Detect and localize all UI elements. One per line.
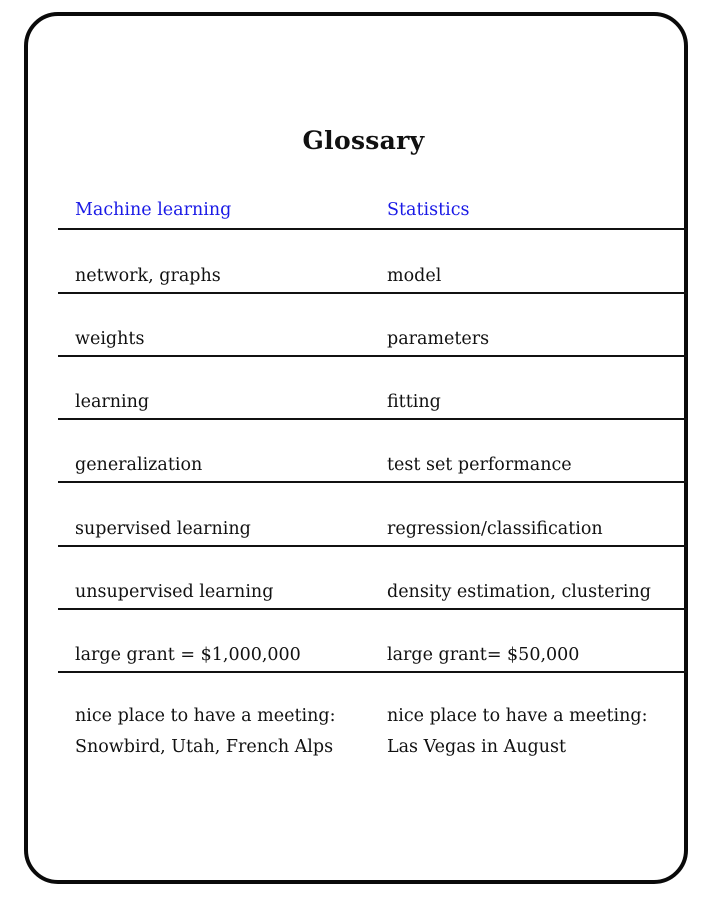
ml-term: large grant = $1,000,000 — [75, 645, 301, 665]
stats-term: parameters — [387, 329, 490, 349]
stats-term: density estimation, clustering — [387, 582, 651, 602]
stats-meeting-line-1: nice place to have a meeting: — [387, 706, 648, 726]
ml-term: unsupervised learning — [75, 582, 274, 602]
ml-term: network, graphs — [75, 266, 221, 286]
stats-term: large grant= $50,000 — [387, 645, 580, 665]
table-row — [58, 356, 687, 420]
table-row — [58, 483, 687, 547]
ml-meeting-line-1: nice place to have a meeting: — [75, 706, 336, 726]
ml-term: supervised learning — [75, 519, 251, 539]
stats-term: model — [387, 266, 442, 286]
stats-term: fitting — [387, 392, 441, 412]
stats-term: test set performance — [387, 455, 572, 475]
table-header — [58, 198, 687, 230]
stats-term: regression/classification — [387, 519, 603, 539]
stats-meeting-line-2: Las Vegas in August — [387, 737, 566, 757]
table-row-meeting — [58, 706, 687, 776]
ml-meeting-line-2: Snowbird, Utah, French Alps — [75, 737, 334, 757]
table-row — [58, 546, 687, 610]
ml-term: weights — [75, 329, 145, 349]
column-header-statistics: Statistics — [387, 200, 470, 220]
table-row — [58, 230, 687, 294]
ml-term: learning — [75, 392, 150, 412]
table-row — [58, 609, 687, 673]
column-header-machine-learning: Machine learning — [75, 200, 232, 220]
table-row — [58, 419, 687, 483]
table-row — [58, 293, 687, 357]
ml-term: generalization — [75, 455, 203, 475]
page-title: Glossary — [302, 126, 425, 155]
